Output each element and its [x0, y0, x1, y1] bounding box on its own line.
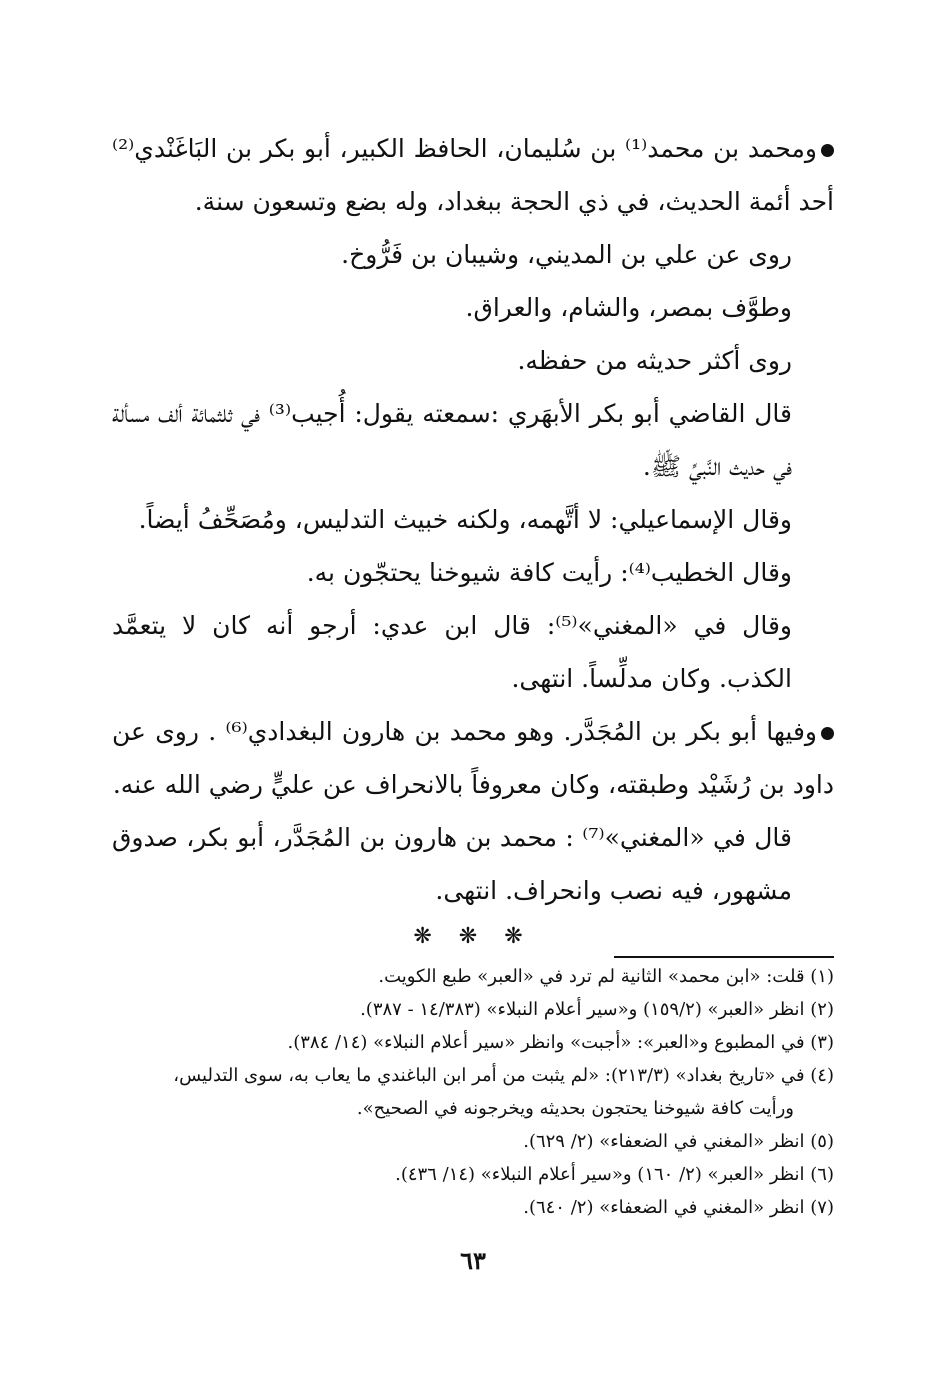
page-number: ٦٣ — [460, 1246, 486, 1275]
footnote-4-continued: ورأيت كافة شيوخنا يحتجون بحديثه ويخرجونه في الصحيح». — [356, 1098, 794, 1119]
section-separator: ❋ ❋ ❋ — [413, 924, 533, 949]
paragraph-travels: وطوَّف بمصر، والشام، والعراق. — [465, 293, 792, 322]
paragraph-ibn-al-mujaddar — [112, 705, 834, 811]
footnotes — [112, 960, 834, 1224]
paragraph-al-mughni-2: قال في «المغني»⁽⁷⁾ : محمد بن هارون بن المُجَدَّر، أبو بكر، صدوق مشهور، فيه نصب وانحراف. انتهى. — [112, 823, 793, 905]
footnote-3: (٣) في المطبوع و«العبر»: «أجبت» وانظر «سير أعلام النبلاء» (١٤/ ٣٨٤). — [287, 1032, 834, 1053]
paragraph-text: وفيها أبو بكر بن المُجَدَّر. وهو محمد بن هارون البغدادي⁽⁶⁾ . روى عن داود بن رُشَيْد وطبقته، وكان معروفاً بالانحراف عن عليٍّ رضي الله عنه. — [112, 717, 834, 799]
paragraph-from-memory: روى أكثر حديثه من حفظه. — [517, 346, 792, 375]
footnote-7: (٧) انظر «المغني في الضعفاء» (٢/ ٦٤٠). — [523, 1197, 834, 1218]
paragraph-al-ismaili: وقال الإسماعيلي: لا أتَّهمه، ولكنه خبيث التدليس، ومُصَحِّفُ أيضاً. — [138, 505, 792, 534]
main-text — [112, 122, 834, 917]
footnote-6: (٦) انظر «العبر» (٢/ ١٦٠) و«سير أعلام النبلاء» (١٤/ ٤٣٦). — [395, 1164, 834, 1185]
footnote-5: (٥) انظر «المغني في الضعفاء» (٢/ ٦٢٩). — [523, 1131, 834, 1152]
paragraph-text: ومحمد بن محمد⁽¹⁾ بن سُليمان، الحافظ الكبير، أبو بكر بن البَاغَنْدي⁽²⁾ أحد أئمة الحديث، في ذي الحجة ببغداد، وله بضع وتسعون سنة. — [112, 134, 834, 216]
paragraph-al-mughni: وقال في «المغني»⁽⁵⁾: قال ابن عدي: أرجو أنه كان لا يتعمَّد الكذب. وكان مدلِّساً. انتهى. — [112, 611, 792, 693]
footnote-4: (٤) في «تاريخ بغداد» (٢١٣/٣): «لم يثبت من أمر ابن الباغندي ما يعاب به، سوى التدليس، — [173, 1065, 834, 1086]
footnote-divider — [614, 956, 834, 958]
paragraph-al-baghandi — [112, 122, 834, 228]
footnote-1: (١) قلت: «ابن محمد» الثانية لم ترد في «العبر» طبع الكويت. — [378, 966, 834, 987]
bullet-icon — [821, 727, 834, 740]
footnote-2: (٢) انظر «العبر» (١٥٩/٢) و«سير أعلام النبلاء» (١٤/٣٨٣ - ٣٨٧). — [360, 999, 834, 1020]
bullet-icon — [821, 144, 834, 157]
paragraph-al-abhari: قال القاضي أبو بكر الأبهَري :سمعته يقول: أُجيب⁽³⁾ في ثلثمائة ألف مسألة في حديث النَّبيِّ ﷺ. — [112, 399, 792, 481]
paragraph-narrated-from: روى عن علي بن المديني، وشيبان بن فَرُّوخ. — [341, 240, 792, 269]
paragraph-al-khatib: وقال الخطيب⁽⁴⁾: رأيت كافة شيوخنا يحتجّون به. — [306, 558, 792, 587]
